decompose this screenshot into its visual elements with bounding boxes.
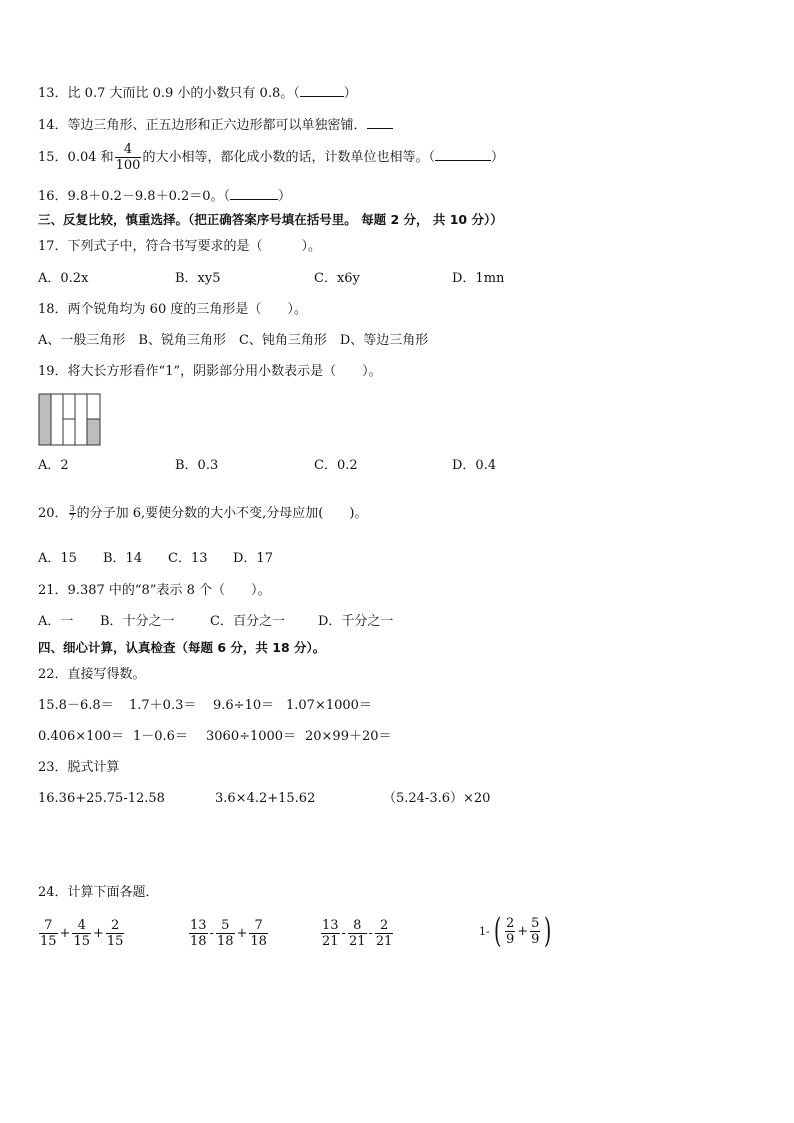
option-d[interactable]: D．17 [233, 551, 273, 566]
oral-calc-item: 9.6÷10＝ [213, 698, 275, 713]
option-a[interactable]: A．一 [38, 614, 74, 629]
answer-blank[interactable] [367, 116, 393, 129]
answer-blank[interactable] [230, 187, 278, 200]
fraction: $\frac{3}{7}$ [69, 504, 75, 522]
question-13: 13．比 0.7 大而比 0.9 小的小数只有 0.8。（ ） [38, 86, 357, 101]
option-d[interactable]: D．0.4 [452, 458, 497, 473]
fraction-expression-2: $\frac{13}{18}$ - $\frac{5}{18}$ + $\frac{7}{18}$ [190, 918, 267, 949]
rectangle-figure [38, 393, 102, 447]
option-a[interactable]: A．0.2x [38, 271, 89, 286]
option-c[interactable]: C．0.2 [314, 458, 358, 473]
fraction: $\frac{2}{9}$ [505, 915, 515, 947]
fraction: $\frac{5}{9}$ [531, 915, 540, 947]
question-20: 20． $\frac{3}{7}$ 的分子加 6,要使分数的大小不变,分母应加( )。 [38, 504, 368, 522]
question-15: 15．0.04 和 $\frac{4}{100}$ 的大小相等，都化成小数的话，计数单位也相等。（ ） [38, 142, 504, 173]
question-21: 21．9.387 中的“8”表示 8 个（ ）。 [38, 583, 271, 598]
question-19: 19．将大长方形看作“1”，阴影部分用小数表示是（ ）。 [38, 364, 382, 379]
step-calc-expression: 16.36+25.75-12.58 [38, 791, 165, 806]
oral-calc-item: 3060÷1000＝ [206, 729, 297, 744]
oral-calc-item: 20×99＋20＝ [305, 729, 392, 744]
question-18: 18．两个锐角均为 60 度的三角形是（ ）。 [38, 302, 307, 317]
question-17: 17．下列式子中，符合书写要求的是（ ）。 [38, 239, 322, 254]
step-calc-expression: 3.6×4.2+15.62 [215, 791, 316, 806]
fraction: $\frac{13}{18}$ [190, 918, 207, 949]
option-d[interactable]: D．千分之一 [318, 614, 394, 629]
oral-calc-item: 0.406×100＝ [38, 729, 124, 744]
option-a[interactable]: A．15 [38, 551, 77, 566]
option-c[interactable]: C．x6y [314, 271, 360, 286]
option-d[interactable]: D．1mn [452, 271, 505, 286]
fraction: $\frac{5}{18}$ [216, 918, 234, 949]
question-18-options[interactable]: A、一般三角形 B、锐角三角形 C、钝角三角形 D、等边三角形 [38, 333, 429, 348]
question-16: 16．9.8＋0.2－9.8＋0.2＝0。（ ） [38, 189, 292, 204]
oral-calc-item: 1.07×1000＝ [286, 698, 372, 713]
fraction-expression-1: $\frac{7}{15}$ + $\frac{4}{15}$ + $\frac{2}{15}$ [40, 918, 124, 949]
question-14: 14．等边三角形、正五边形和正六边形都可以单独密铺． [38, 116, 393, 134]
shaded-strip [39, 394, 51, 445]
fraction: $\frac{4}{100}$ [115, 142, 141, 173]
oral-calc-item: 1－0.6＝ [133, 729, 188, 744]
option-c[interactable]: C．百分之一 [210, 614, 285, 629]
answer-blank[interactable] [300, 84, 344, 97]
oral-calc-item: 15.8－6.8＝ [38, 698, 114, 713]
fraction: $\frac{7}{18}$ [250, 918, 267, 949]
fraction: $\frac{13}{21}$ [322, 918, 339, 949]
option-b[interactable]: B．14 [103, 551, 143, 566]
fraction: $\frac{7}{15}$ [40, 918, 57, 949]
option-b[interactable]: B．十分之一 [100, 614, 175, 629]
question-24: 24．计算下面各题． [38, 885, 159, 900]
question-22: 22．直接写得数。 [38, 667, 146, 682]
answer-blank[interactable] [435, 148, 491, 161]
option-c[interactable]: C．13 [168, 551, 208, 566]
fraction: $\frac{4}{15}$ [73, 918, 90, 949]
option-a[interactable]: A．2 [38, 458, 69, 473]
question-23: 23．脱式计算 [38, 760, 120, 775]
oral-calc-item: 1.7＋0.3＝ [129, 698, 197, 713]
fraction-expression-4: 1- ( $\frac{2}{9}$ + $\frac{5}{9}$ ) [479, 911, 552, 951]
option-b[interactable]: B．0.3 [175, 458, 219, 473]
fraction: $\frac{8}{21}$ [348, 918, 366, 949]
section-heading-3: 三、反复比较，慎重选择。（把正确答案序号填在括号里。 每题 2 分， 共 10 分）） [38, 212, 503, 227]
fraction: $\frac{2}{21}$ [375, 918, 393, 949]
fraction-expression-3: $\frac{13}{21}$ - $\frac{8}{21}$ - $\frac{2}{21}$ [322, 918, 393, 949]
section-heading-4: 四、细心计算，认真检查（每题 6 分，共 18 分）。 [38, 640, 326, 655]
fraction: $\frac{2}{15}$ [106, 918, 124, 949]
option-b[interactable]: B．xy5 [175, 271, 221, 286]
step-calc-expression: （5.24-3.6）×20 [383, 791, 491, 806]
